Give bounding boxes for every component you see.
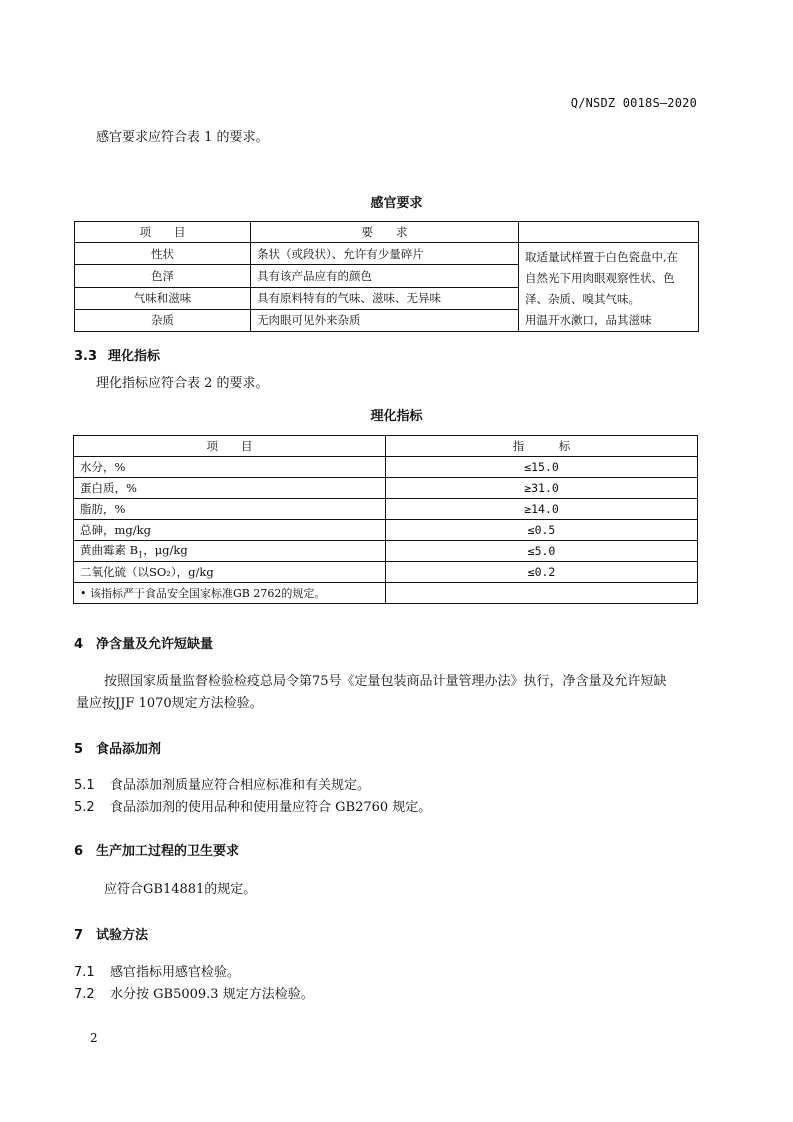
clause-number: 7.1: [74, 965, 95, 980]
clause-number: 5.2: [74, 800, 95, 815]
section-title: 食品添加剂: [96, 742, 162, 757]
table1-method-cell: [519, 243, 699, 332]
table2-item-suffix: ，μg/kg: [143, 543, 188, 558]
table2-value: ≤15.0: [386, 457, 698, 478]
section-number: 5: [74, 742, 84, 757]
table1-item: 性状: [75, 243, 251, 265]
table2-item-subscript: 1: [138, 550, 144, 560]
clause-number: 7.2: [74, 987, 95, 1002]
section-number: 4: [74, 637, 84, 652]
table2-header-item: 项 目: [74, 436, 386, 457]
section-4-text-line-1: 按照国家质量监督检验检疫总局令第75号《定量包装商品计量管理办法》执行，净含量及允许短缺: [104, 674, 667, 689]
table2-footnote: • 该指标严于食品安全国家标准GB 2762的规定。: [74, 583, 386, 604]
table1-req: 条状（或段状）、允许有少量碎片: [251, 243, 519, 265]
table2-header-value: 指 标: [386, 436, 698, 457]
physicochemical-table: [73, 435, 698, 604]
section-number: 7: [74, 928, 84, 943]
clause-7-2: [74, 985, 314, 1005]
intro-text: 感官要求应符合表 1 的要求。: [96, 130, 269, 145]
table1-header-item: 项 目: [75, 222, 251, 243]
clause-text: 食品添加剂的使用品种和使用量应符合 GB2760 规定。: [110, 800, 432, 815]
section-3-3-heading: [74, 345, 160, 364]
table-row: [74, 562, 698, 583]
table2-item-prefix: 黄曲霉素 B: [80, 543, 139, 558]
table1-header-req: 要 求: [251, 222, 519, 243]
table-row: [74, 478, 698, 499]
table1-method-line: 取适量试样置于白色瓷盘中,在: [525, 250, 679, 264]
table1-req: 无肉眼可见外来杂质: [251, 309, 519, 331]
section-4-text-line-2: 量应按JJF 1070规定方法检验。: [76, 696, 263, 711]
table2-value: ≥14.0: [386, 499, 698, 520]
clause-text: 食品添加剂质量应符合相应标准和有关规定。: [110, 778, 371, 793]
table2-item: 蛋白质，%: [74, 478, 386, 499]
table1-item: 色泽: [75, 265, 251, 287]
table-row: [74, 520, 698, 541]
table1-header-empty: [519, 222, 699, 243]
table1-item: 气味和滋味: [75, 287, 251, 309]
table-row: [75, 243, 699, 265]
section-7-heading: [74, 924, 148, 943]
table1-method-line: 泽、杂质、嗅其气味。: [525, 292, 640, 306]
clause-text: 感官指标用感官检验。: [110, 965, 241, 980]
table-row: [74, 457, 698, 478]
table2-caption: 理化指标: [370, 409, 423, 424]
table1-req: 具有原料特有的气味、滋味、无异味: [251, 287, 519, 309]
table1-req: 具有该产品应有的颜色: [251, 265, 519, 287]
table2-value: ≤5.0: [386, 541, 698, 562]
table1-item: 杂质: [75, 309, 251, 331]
section-title: 试验方法: [96, 928, 149, 943]
section-title: 净含量及允许短缺量: [96, 637, 214, 652]
table1-method-line: 用温开水漱口，品其滋味: [525, 313, 652, 327]
section-title: 理化指标: [108, 349, 161, 364]
table2-footnote-empty: [386, 583, 698, 604]
table2-item: 水分，%: [74, 457, 386, 478]
table2-header-row: [74, 436, 698, 457]
table1-method-line: 自然光下用肉眼观察性状、色: [525, 271, 675, 285]
section-number: 3.3: [74, 349, 98, 364]
clause-number: 5.1: [74, 778, 95, 793]
table2-value: ≤0.5: [386, 520, 698, 541]
table1-caption: 感官要求: [370, 196, 423, 211]
section-5-heading: [74, 738, 161, 757]
table2-item: 脂肪，%: [74, 499, 386, 520]
section-6-heading: [74, 840, 239, 859]
table-row: [74, 583, 698, 604]
clause-5-2: [74, 798, 431, 818]
table1-header-row: [75, 222, 699, 243]
clause-5-1: [74, 776, 370, 796]
section-6-text: 应符合GB14881的规定。: [104, 882, 257, 897]
clause-text: 水分按 GB5009.3 规定方法检验。: [110, 987, 314, 1002]
table2-item: 二氧化硫（以SO₂），g/kg: [74, 562, 386, 583]
document-code: Q/NSDZ 0018S—2020: [570, 96, 697, 110]
clause-7-1: [74, 963, 240, 983]
section-title: 生产加工过程的卫生要求: [96, 844, 240, 859]
table2-item: 总砷，mg/kg: [74, 520, 386, 541]
table2-value: ≥31.0: [386, 478, 698, 499]
table-row: [74, 541, 698, 562]
table-row: [74, 499, 698, 520]
sensory-table: [74, 221, 699, 332]
table2-value: ≤0.2: [386, 562, 698, 583]
section-4-heading: [74, 633, 213, 652]
table2-item: [74, 541, 386, 562]
page-number: 2: [90, 1031, 98, 1045]
section-3-3-text: 理化指标应符合表 2 的要求。: [96, 376, 269, 391]
section-number: 6: [74, 844, 84, 859]
